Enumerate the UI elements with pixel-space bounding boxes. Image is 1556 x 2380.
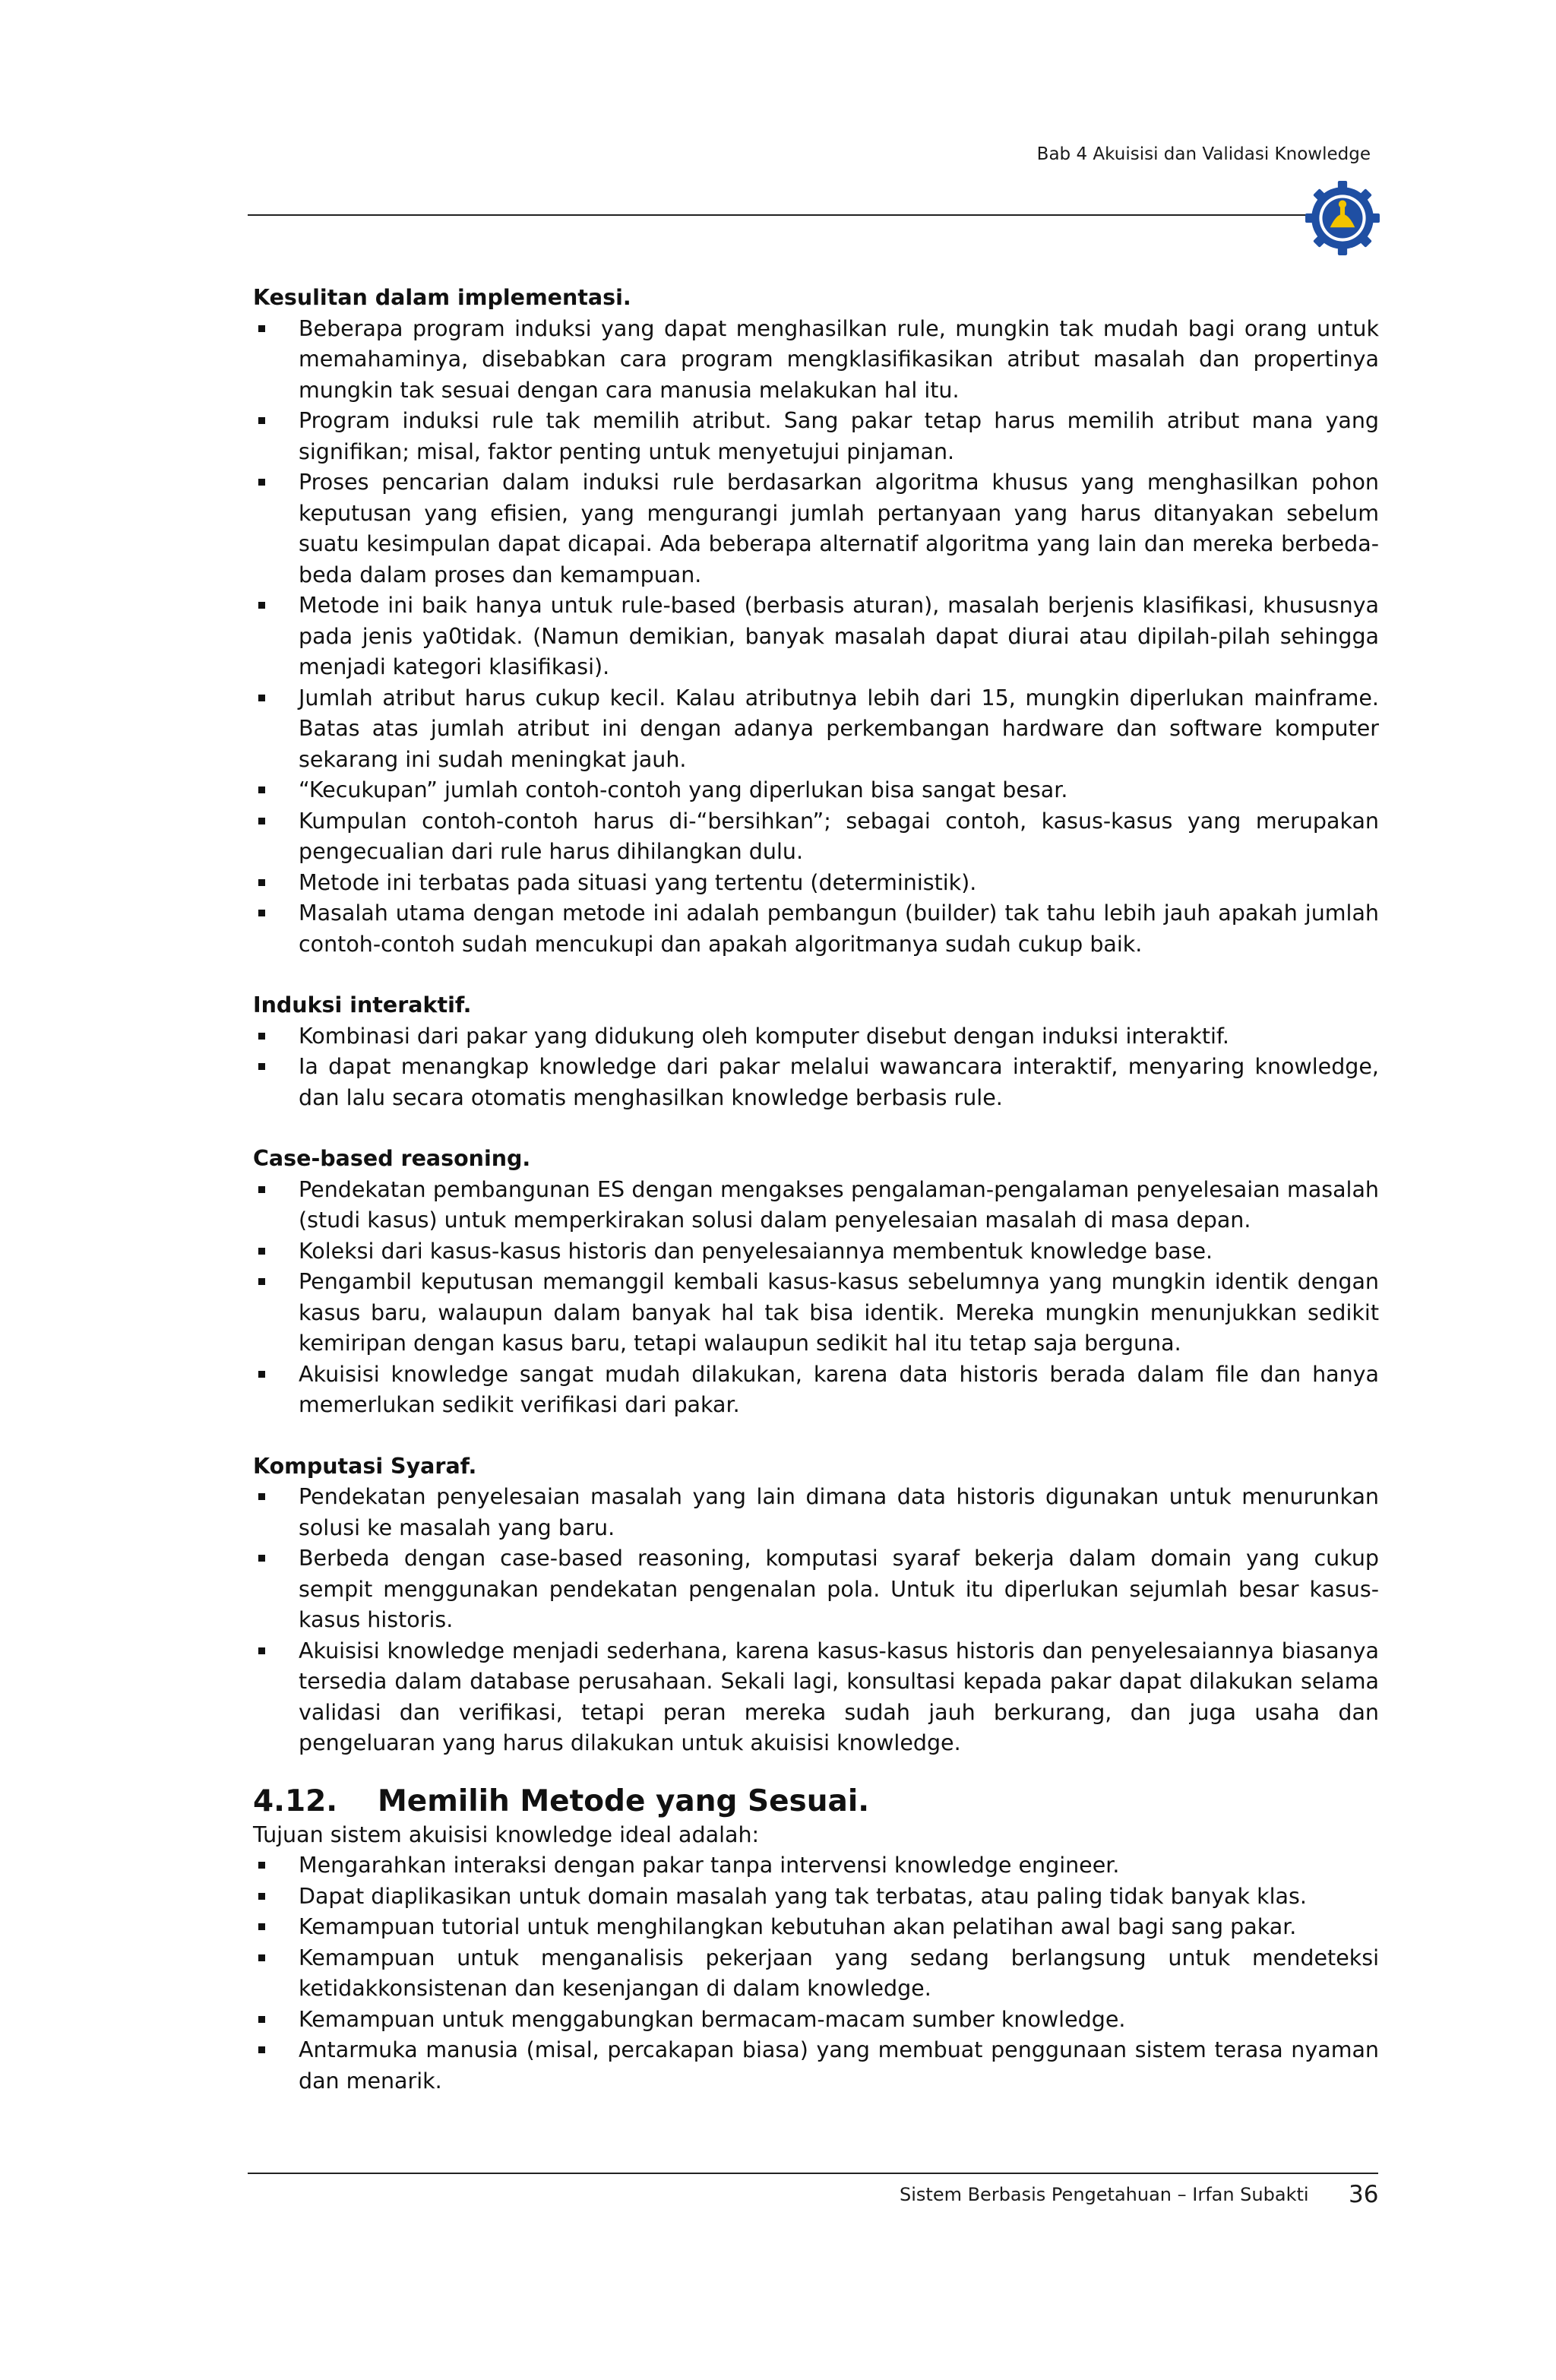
list-item: Masalah utama dengan metode ini adalah pembangun (builder) tak tahu lebih jauh apakah jumlah contoh-contoh sudah mencukupi dan apakah algoritmanya sudah cukup baik. <box>253 898 1379 960</box>
list-item: Proses pencarian dalam induksi rule berdasarkan algoritma khusus yang menghasilkan pohon keputusan yang efisien, yang mengurangi jumlah pertanyaan yang harus ditanyakan sebelum suatu kesimpulan dapat dicapai. Ada beberapa alternatif algoritma yang lain dan mereka berbeda-beda dalam proses dan kemampuan. <box>253 467 1379 590</box>
list-item: Jumlah atribut harus cukup kecil. Kalau atributnya lebih dari 15, mungkin diperlukan mainframe. Batas atas jumlah atribut ini dengan adanya perkembangan hardware dan software komputer sekarang ini sudah meningkat jauh. <box>253 683 1379 776</box>
section-case-based-reasoning <box>253 1144 1379 1421</box>
bullet-list <box>253 314 1379 961</box>
section-komputasi-syaraf <box>253 1451 1379 1759</box>
list-item: Pendekatan penyelesaian masalah yang lain dimana data historis digunakan untuk menurunkan solusi ke masalah yang baru. <box>253 1482 1379 1543</box>
list-item: Pengambil keputusan memanggil kembali kasus-kasus sebelumnya yang mungkin identik dengan kasus baru, walaupun dalam banyak hal tak bisa identik. Mereka mungkin menunjukkan sedikit kemiripan dengan kasus baru, tetapi walaupun sedikit hal itu tetap saja berguna. <box>253 1267 1379 1359</box>
bullet-list <box>253 1850 1379 2097</box>
list-item: Berbeda dengan case-based reasoning, komputasi syaraf bekerja dalam domain yang cukup sempit menggunakan pendekatan pengenalan pola. Untuk itu diperlukan sejumlah besar kasus-kasus historis. <box>253 1543 1379 1636</box>
main-content <box>253 283 1379 2097</box>
list-item: Akuisisi knowledge menjadi sederhana, karena kasus-kasus historis dan penyelesaiannya biasanya tersedia dalam database perusahaan. Sekali lagi, konsultasi kepada pakar dapat dilakukan selama validasi dan verifikasi, tetapi peran mereka sudah jauh berkurang, dan juga usaha dan pengeluaran yang harus dilakukan untuk akuisisi knowledge. <box>253 1636 1379 1759</box>
list-item: Kombinasi dari pakar yang didukung oleh komputer disebut dengan induksi interaktif. <box>253 1021 1379 1052</box>
list-item: Dapat diaplikasikan untuk domain masalah yang tak terbatas, atau paling tidak banyak klas. <box>253 1882 1379 1913</box>
section-memilih-metode <box>253 1783 1379 2097</box>
list-item: Pendekatan pembangunan ES dengan mengakses pengalaman-pengalaman penyelesaian masalah (studi kasus) untuk memperkirakan solusi dalam penyelesaian masalah di masa depan. <box>253 1175 1379 1236</box>
chapter-heading <box>253 1783 1379 1820</box>
institution-gear-logo-icon <box>1304 179 1381 257</box>
chapter-intro: Tujuan sistem akuisisi knowledge ideal adalah: <box>253 1821 760 1847</box>
header-rule <box>248 214 1320 216</box>
section-title: Induksi interaktif. <box>253 992 472 1018</box>
footer-text: Sistem Berbasis Pengetahuan – Irfan Subakti <box>900 2184 1309 2205</box>
list-item: Metode ini baik hanya untuk rule-based (berbasis aturan), masalah berjenis klasifikasi, khususnya pada jenis ya0tidak. (Namun demikian, banyak masalah dapat diurai atau dipilah-pilah sehingga menjadi kategori klasifikasi). <box>253 590 1379 683</box>
bullet-list <box>253 1175 1379 1421</box>
list-item: Beberapa program induksi yang dapat menghasilkan rule, mungkin tak mudah bagi orang untuk memahaminya, disebabkan cara program mengklasifikasikan atribut masalah dan propertinya mungkin tak sesuai dengan cara manusia melakukan hal itu. <box>253 314 1379 407</box>
list-item: Akuisisi knowledge sangat mudah dilakukan, karena data historis berada dalam file dan hanya memerlukan sedikit verifikasi dari pakar. <box>253 1359 1379 1421</box>
list-item: Kumpulan contoh-contoh harus di-“bersihkan”; sebagai contoh, kasus-kasus yang merupakan pengecualian dari rule harus dihilangkan dulu. <box>253 806 1379 868</box>
bullet-list <box>253 1021 1379 1114</box>
running-head: Bab 4 Akuisisi dan Validasi Knowledge <box>1036 144 1371 164</box>
bullet-list <box>253 1482 1379 1759</box>
list-item: Koleksi dari kasus-kasus historis dan penyelesaiannya membentuk knowledge base. <box>253 1236 1379 1268</box>
list-item: Antarmuka manusia (misal, percakapan biasa) yang membuat penggunaan sistem terasa nyaman dan menarik. <box>253 2035 1379 2097</box>
chapter-number: 4.12. <box>253 1783 338 1818</box>
list-item: Kemampuan tutorial untuk menghilangkan kebutuhan akan pelatihan awal bagi sang pakar. <box>253 1912 1379 1943</box>
chapter-title: Memilih Metode yang Sesuai. <box>378 1783 870 1818</box>
section-title: Kesulitan dalam implementasi. <box>253 285 631 310</box>
section-induksi-interaktif <box>253 990 1379 1113</box>
list-item: “Kecukupan” jumlah contoh-contoh yang diperlukan bisa sangat besar. <box>253 775 1379 806</box>
list-item: Program induksi rule tak memilih atribut. Sang pakar tetap harus memilih atribut mana yang signifikan; misal, faktor penting untuk menyetujui pinjaman. <box>253 406 1379 467</box>
list-item: Mengarahkan interaksi dengan pakar tanpa intervensi knowledge engineer. <box>253 1850 1379 1882</box>
list-item: Ia dapat menangkap knowledge dari pakar melalui wawancara interaktif, menyaring knowledge, dan lalu secara otomatis menghasilkan knowledge berbasis rule. <box>253 1052 1379 1113</box>
list-item: Metode ini terbatas pada situasi yang tertentu (deterministik). <box>253 868 1379 899</box>
section-title: Case-based reasoning. <box>253 1146 531 1171</box>
section-title: Komputasi Syaraf. <box>253 1453 477 1479</box>
footer-rule <box>248 2173 1378 2174</box>
list-item: Kemampuan untuk menganalisis pekerjaan yang sedang berlangsung untuk mendeteksi ketidakkonsistenan dan kesenjangan di dalam knowledge. <box>253 1943 1379 2005</box>
section-kesulitan <box>253 283 1379 960</box>
page-number: 36 <box>1349 2181 1379 2208</box>
list-item: Kemampuan untuk menggabungkan bermacam-macam sumber knowledge. <box>253 2005 1379 2036</box>
